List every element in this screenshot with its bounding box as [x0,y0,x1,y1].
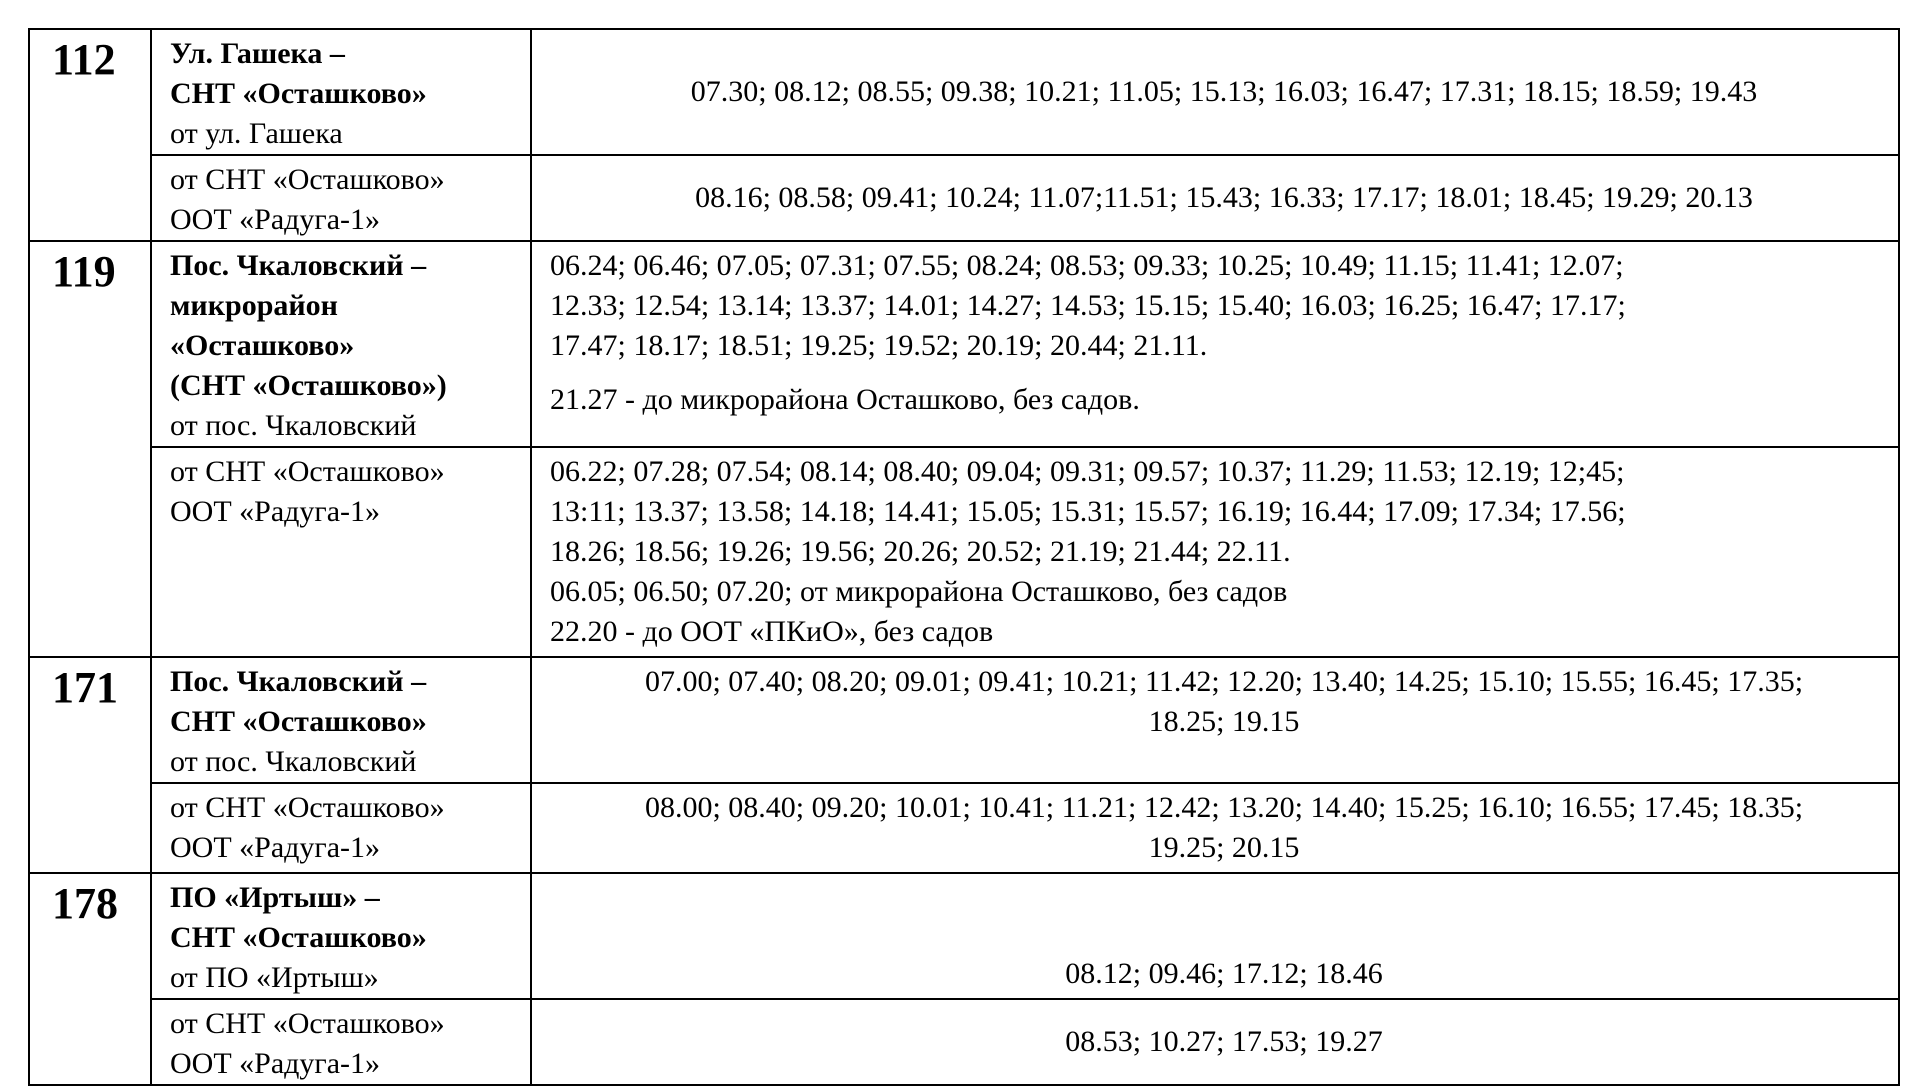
times-line: 18.26; 18.56; 19.26; 19.56; 20.26; 20.52; 21.19; 21.44; 22.11. [550,535,1291,568]
times-note: 22.20 - до ООТ «ПКиО», без садов [550,615,994,648]
direction-label: от ул. Гашека [170,117,343,150]
times-cell [531,447,1899,657]
route-title-line: ПО «Иртыш» – [170,881,380,914]
direction-label: от СНТ «Осташково» [170,791,445,824]
direction-label-cell [151,447,531,657]
times-line: 19.25; 20.15 [1148,831,1300,864]
route-number: 112 [29,29,151,241]
route-title-line: микрорайон [170,289,338,322]
direction-label: ООТ «Радуга-1» [170,1047,381,1080]
route-row-119-inbound [29,447,1899,657]
route-number: 178 [29,873,151,1085]
route-number: 171 [29,657,151,873]
times-line: 08.12; 09.46; 17.12; 18.46 [1065,957,1383,990]
route-number: 119 [29,241,151,657]
direction-label: от ПО «Иртыш» [170,961,379,994]
times-line: 06.22; 07.28; 07.54; 08.14; 08.40; 09.04; 09.31; 09.57; 10.37; 11.29; 11.53; 12.19; 12;45; [550,455,1625,488]
times-line: 18.25; 19.15 [1148,705,1300,738]
direction-label: от СНТ «Осташково» [170,1007,445,1040]
route-title-line: «Осташково» [170,329,355,362]
route-row-112-inbound [29,155,1899,241]
times-cell [531,873,1899,999]
direction-label: от СНТ «Осташково» [170,455,445,488]
route-row-171-outbound [29,657,1899,783]
route-row-178-inbound [29,999,1899,1085]
times-line: 08.00; 08.40; 09.20; 10.01; 10.41; 11.21; 12.42; 13.20; 14.40; 15.25; 16.10; 16.55; 17.45; 18.35; [644,791,1804,824]
direction-label-cell [151,783,531,873]
route-row-171-inbound [29,783,1899,873]
direction-label-cell [151,999,531,1085]
route-name-cell [151,873,531,999]
bus-schedule-table [28,28,1900,1086]
direction-label: ООТ «Радуга-1» [170,203,381,236]
times-cell [531,999,1899,1085]
times-line: 07.30; 08.12; 08.55; 09.38; 10.21; 11.05; 15.13; 16.03; 16.47; 17.31; 18.15; 18.59; 19.43 [690,75,1758,108]
times-cell [531,29,1899,155]
route-title-line: СНТ «Осташково» [170,921,427,954]
times-line: 07.00; 07.40; 08.20; 09.01; 09.41; 10.21; 11.42; 12.20; 13.40; 14.25; 15.10; 15.55; 16.45; 17.35; [644,665,1804,698]
times-cell [531,657,1899,783]
times-note: 06.05; 06.50; 07.20; от микрорайона Осташково, без садов [550,575,1288,608]
route-name-cell [151,29,531,155]
direction-label: от пос. Чкаловский [170,745,417,778]
route-title-line: СНТ «Осташково» [170,77,427,110]
direction-label-cell [151,155,531,241]
times-cell [531,241,1899,447]
route-name-cell [151,241,531,447]
route-title-line: СНТ «Осташково» [170,705,427,738]
times-note: 21.27 - до микрорайона Осташково, без садов. [550,383,1140,416]
direction-label: от СНТ «Осташково» [170,163,445,196]
direction-label: ООТ «Радуга-1» [170,831,381,864]
times-cell [531,783,1899,873]
route-row-112-outbound [29,29,1899,155]
route-title-line: Ул. Гашека – [170,37,345,70]
times-line: 12.33; 12.54; 13.14; 13.37; 14.01; 14.27; 14.53; 15.15; 15.40; 16.03; 16.25; 16.47; 17.17; [550,289,1626,322]
direction-label: ООТ «Радуга-1» [170,495,381,528]
direction-label: от пос. Чкаловский [170,409,417,442]
times-line: 17.47; 18.17; 18.51; 19.25; 19.52; 20.19; 20.44; 21.11. [550,329,1208,362]
route-title-line: (СНТ «Осташково») [170,369,447,402]
times-line: 08.16; 08.58; 09.41; 10.24; 11.07;11.51; 15.43; 16.33; 17.17; 18.01; 18.45; 19.29; 20.13 [695,181,1753,214]
times-cell [531,155,1899,241]
route-title-line: Пос. Чкаловский – [170,249,427,282]
route-row-178-outbound [29,873,1899,999]
route-title-line: Пос. Чкаловский – [170,665,427,698]
schedule-sheet [28,28,1898,1086]
route-row-119-outbound [29,241,1899,447]
times-line: 06.24; 06.46; 07.05; 07.31; 07.55; 08.24; 08.53; 09.33; 10.25; 10.49; 11.15; 11.41; 12.07; [550,249,1624,282]
times-line: 13:11; 13.37; 13.58; 14.18; 14.41; 15.05; 15.31; 15.57; 16.19; 16.44; 17.09; 17.34; 17.56; [550,495,1626,528]
times-line: 08.53; 10.27; 17.53; 19.27 [1065,1025,1383,1058]
route-name-cell [151,657,531,783]
